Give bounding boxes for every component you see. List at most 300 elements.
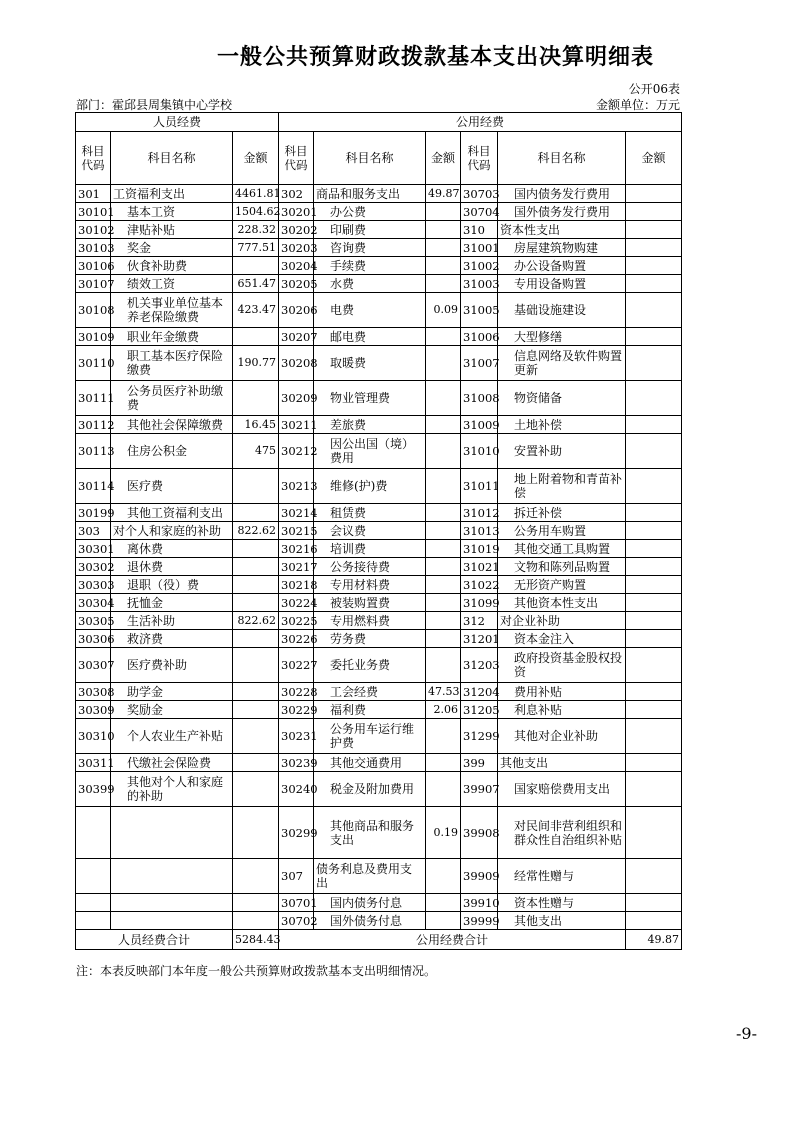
public-code-a-cell: 30213	[279, 469, 314, 504]
personnel-amount-cell	[233, 648, 279, 683]
public-name-a-cell: 国内债务付息	[314, 894, 426, 912]
header-name: 科目名称	[498, 132, 626, 185]
public-name-a-cell: 公务用车运行维护费	[314, 719, 426, 754]
public-name-b-cell: 专用设备购置	[498, 275, 626, 293]
public-name-b-cell: 房屋建筑物购建	[498, 239, 626, 257]
public-code-b-cell: 39907	[461, 772, 498, 807]
personnel-amount-cell: 1504.62	[233, 203, 279, 221]
public-code-a-cell: 30208	[279, 346, 314, 381]
table-row	[76, 221, 682, 239]
personnel-name-cell: 其他社会保障缴费	[111, 416, 233, 434]
personnel-amount-cell: 651.47	[233, 275, 279, 293]
public-name-a-cell: 专用材料费	[314, 576, 426, 594]
public-amount-b-cell	[626, 630, 682, 648]
page-number: -9-	[736, 1024, 757, 1043]
public-amount-b-cell	[626, 754, 682, 772]
personnel-code-cell: 30109	[76, 328, 111, 346]
public-amount-a-cell	[426, 558, 461, 576]
personnel-name-cell: 退职（役）费	[111, 576, 233, 594]
public-amount-b-cell	[626, 434, 682, 469]
public-amount-b-cell	[626, 612, 682, 630]
table-row	[76, 328, 682, 346]
public-code-b-cell: 39999	[461, 912, 498, 930]
public-name-b-cell: 基础设施建设	[498, 293, 626, 328]
public-amount-a-cell	[426, 630, 461, 648]
public-name-b-cell: 利息补贴	[498, 701, 626, 719]
table-row	[76, 257, 682, 275]
public-code-b-cell: 31013	[461, 522, 498, 540]
personnel-amount-cell: 822.62	[233, 522, 279, 540]
public-amount-b-cell	[626, 328, 682, 346]
table-row	[76, 381, 682, 416]
table-row	[76, 540, 682, 558]
table-row	[76, 719, 682, 754]
public-amount-a-cell	[426, 912, 461, 930]
personnel-name-cell: 职业年金缴费	[111, 328, 233, 346]
personnel-code-cell: 30307	[76, 648, 111, 683]
table-row	[76, 612, 682, 630]
public-name-a-cell: 税金及附加费用	[314, 772, 426, 807]
table-row	[76, 594, 682, 612]
personnel-code-cell: 30101	[76, 203, 111, 221]
public-amount-a-cell	[426, 275, 461, 293]
personnel-code-cell: 30399	[76, 772, 111, 807]
public-amount-b-cell	[626, 416, 682, 434]
personnel-code-cell: 30305	[76, 612, 111, 630]
public-name-b-cell: 地上附着物和青苗补偿	[498, 469, 626, 504]
public-code-a-cell: 30224	[279, 594, 314, 612]
public-name-a-cell: 印刷费	[314, 221, 426, 239]
public-code-a-cell: 30217	[279, 558, 314, 576]
public-name-a-cell: 会议费	[314, 522, 426, 540]
personnel-code-cell	[76, 859, 111, 894]
personnel-name-cell: 津贴补贴	[111, 221, 233, 239]
public-name-a-cell: 被装购置费	[314, 594, 426, 612]
public-code-b-cell: 31205	[461, 701, 498, 719]
personnel-name-cell: 个人农业生产补贴	[111, 719, 233, 754]
public-amount-a-cell	[426, 859, 461, 894]
public-code-a-cell: 30228	[279, 683, 314, 701]
public-code-a-cell: 30231	[279, 719, 314, 754]
public-code-b-cell: 31011	[461, 469, 498, 504]
table-row	[76, 504, 682, 522]
personnel-name-cell: 救济费	[111, 630, 233, 648]
public-code-b-cell: 31008	[461, 381, 498, 416]
table-row	[76, 648, 682, 683]
public-name-a-cell: 劳务费	[314, 630, 426, 648]
public-name-b-cell: 经常性赠与	[498, 859, 626, 894]
public-amount-a-cell	[426, 719, 461, 754]
personnel-code-cell: 30304	[76, 594, 111, 612]
personnel-code-cell: 30308	[76, 683, 111, 701]
table-row	[76, 772, 682, 807]
personnel-name-cell: 职工基本医疗保险缴费	[111, 346, 233, 381]
public-code-b-cell: 31003	[461, 275, 498, 293]
public-code-b-cell: 30703	[461, 185, 498, 203]
personnel-amount-cell	[233, 594, 279, 612]
header-amount: 金额	[233, 132, 279, 185]
public-name-b-cell: 其他支出	[498, 754, 626, 772]
public-name-a-cell: 水费	[314, 275, 426, 293]
public-code-b-cell: 31012	[461, 504, 498, 522]
personnel-amount-cell	[233, 381, 279, 416]
public-amount-b-cell	[626, 807, 682, 859]
footnote: 注：本表反映部门本年度一般公共预算财政拨款基本支出明细情况。	[76, 964, 437, 978]
public-name-b-cell: 土地补偿	[498, 416, 626, 434]
header-personnel: 人员经费	[76, 113, 279, 132]
public-amount-a-cell	[426, 648, 461, 683]
public-code-a-cell: 30299	[279, 807, 314, 859]
public-amount-b-cell	[626, 275, 682, 293]
public-amount-b-cell	[626, 469, 682, 504]
personnel-amount-cell	[233, 576, 279, 594]
public-amount-b-cell	[626, 540, 682, 558]
public-code-a-cell: 30227	[279, 648, 314, 683]
personnel-amount-cell: 228.32	[233, 221, 279, 239]
public-code-a-cell: 30201	[279, 203, 314, 221]
public-name-a-cell: 办公费	[314, 203, 426, 221]
public-amount-b-cell	[626, 594, 682, 612]
amount-unit-label: 金额单位：万元	[595, 98, 680, 112]
table-row	[76, 701, 682, 719]
public-amount-a-cell	[426, 381, 461, 416]
personnel-name-cell: 离休费	[111, 540, 233, 558]
public-name-a-cell: 培训费	[314, 540, 426, 558]
public-amount-b-cell	[626, 504, 682, 522]
public-name-a-cell: 维修(护)费	[314, 469, 426, 504]
personnel-code-cell: 30311	[76, 754, 111, 772]
public-amount-b-cell	[626, 719, 682, 754]
personnel-code-cell	[76, 912, 111, 930]
public-total-label: 公用经费合计	[279, 930, 626, 950]
personnel-amount-cell	[233, 894, 279, 912]
personnel-name-cell: 基本工资	[111, 203, 233, 221]
public-amount-a-cell	[426, 754, 461, 772]
public-code-a-cell: 307	[279, 859, 314, 894]
public-code-a-cell: 30205	[279, 275, 314, 293]
public-name-a-cell: 物业管理费	[314, 381, 426, 416]
table-row	[76, 754, 682, 772]
page-title: 一般公共预算财政拨款基本支出决算明细表	[216, 45, 654, 70]
personnel-amount-cell	[233, 912, 279, 930]
personnel-amount-cell	[233, 859, 279, 894]
public-amount-b-cell	[626, 221, 682, 239]
personnel-code-cell: 30199	[76, 504, 111, 522]
personnel-amount-cell: 777.51	[233, 239, 279, 257]
public-code-a-cell: 30225	[279, 612, 314, 630]
header-public: 公用经费	[279, 113, 682, 132]
personnel-code-cell: 30110	[76, 346, 111, 381]
public-code-b-cell: 31204	[461, 683, 498, 701]
personnel-amount-cell: 423.47	[233, 293, 279, 328]
personnel-amount-cell	[233, 754, 279, 772]
public-name-b-cell: 国内债务发行费用	[498, 185, 626, 203]
table-row	[76, 912, 682, 930]
public-code-a-cell: 30202	[279, 221, 314, 239]
personnel-amount-cell	[233, 558, 279, 576]
public-amount-a-cell	[426, 469, 461, 504]
public-code-b-cell: 399	[461, 754, 498, 772]
public-amount-b-cell	[626, 859, 682, 894]
public-amount-a-cell	[426, 576, 461, 594]
personnel-code-cell: 30303	[76, 576, 111, 594]
public-name-a-cell: 商品和服务支出	[314, 185, 426, 203]
personnel-name-cell: 医疗费	[111, 469, 233, 504]
public-code-b-cell: 31002	[461, 257, 498, 275]
personnel-name-cell: 退休费	[111, 558, 233, 576]
personnel-amount-cell: 475	[233, 434, 279, 469]
personnel-name-cell: 其他工资福利支出	[111, 504, 233, 522]
header-code: 科目代码	[279, 132, 314, 185]
personnel-amount-cell	[233, 630, 279, 648]
department-label: 部门：霍邱县周集镇中心学校	[76, 98, 233, 112]
public-name-a-cell: 取暖费	[314, 346, 426, 381]
public-amount-a-cell	[426, 416, 461, 434]
table-row	[76, 469, 682, 504]
public-code-a-cell: 30211	[279, 416, 314, 434]
personnel-name-cell: 绩效工资	[111, 275, 233, 293]
personnel-code-cell: 30106	[76, 257, 111, 275]
personnel-code-cell: 30301	[76, 540, 111, 558]
public-code-b-cell: 39910	[461, 894, 498, 912]
public-amount-b-cell	[626, 558, 682, 576]
personnel-code-cell: 30107	[76, 275, 111, 293]
public-code-b-cell: 31005	[461, 293, 498, 328]
table-row	[76, 239, 682, 257]
public-amount-b-cell	[626, 772, 682, 807]
public-code-b-cell: 310	[461, 221, 498, 239]
public-name-a-cell: 咨询费	[314, 239, 426, 257]
personnel-code-cell: 301	[76, 185, 111, 203]
public-name-b-cell: 资本性支出	[498, 221, 626, 239]
form-number: 公开06表	[628, 82, 680, 96]
public-code-b-cell: 31007	[461, 346, 498, 381]
header-code: 科目代码	[76, 132, 111, 185]
public-name-a-cell: 其他交通费用	[314, 754, 426, 772]
public-name-b-cell: 政府投资基金股权投资	[498, 648, 626, 683]
table-row	[76, 346, 682, 381]
public-name-b-cell: 费用补贴	[498, 683, 626, 701]
public-code-b-cell: 31099	[461, 594, 498, 612]
public-amount-a-cell	[426, 239, 461, 257]
public-name-a-cell: 债务利息及费用支出	[314, 859, 426, 894]
personnel-name-cell: 生活补助	[111, 612, 233, 630]
public-amount-a-cell	[426, 612, 461, 630]
public-code-a-cell: 30229	[279, 701, 314, 719]
table-row	[76, 859, 682, 894]
personnel-code-cell: 30103	[76, 239, 111, 257]
header-amount: 金额	[426, 132, 461, 185]
public-amount-b-cell	[626, 894, 682, 912]
personnel-name-cell: 奖励金	[111, 701, 233, 719]
public-name-b-cell: 无形资产购置	[498, 576, 626, 594]
public-name-a-cell: 委托业务费	[314, 648, 426, 683]
personnel-code-cell: 30309	[76, 701, 111, 719]
public-code-a-cell: 30216	[279, 540, 314, 558]
public-code-a-cell: 30204	[279, 257, 314, 275]
public-code-a-cell: 30218	[279, 576, 314, 594]
public-code-b-cell: 31009	[461, 416, 498, 434]
public-code-b-cell: 31021	[461, 558, 498, 576]
personnel-amount-cell	[233, 504, 279, 522]
public-code-a-cell: 30215	[279, 522, 314, 540]
personnel-code-cell: 30302	[76, 558, 111, 576]
public-total-value: 49.87	[626, 930, 682, 950]
public-name-a-cell: 专用燃料费	[314, 612, 426, 630]
public-amount-a-cell	[426, 203, 461, 221]
personnel-amount-cell	[233, 701, 279, 719]
public-name-b-cell: 拆迁补偿	[498, 504, 626, 522]
public-name-a-cell: 邮电费	[314, 328, 426, 346]
public-name-b-cell: 大型修缮	[498, 328, 626, 346]
personnel-code-cell: 30108	[76, 293, 111, 328]
public-name-b-cell: 其他对企业补助	[498, 719, 626, 754]
personnel-name-cell: 其他对个人和家庭的补助	[111, 772, 233, 807]
public-amount-b-cell	[626, 912, 682, 930]
public-code-a-cell: 30240	[279, 772, 314, 807]
public-amount-a-cell: 2.06	[426, 701, 461, 719]
personnel-name-cell	[111, 859, 233, 894]
personnel-amount-cell	[233, 807, 279, 859]
public-name-a-cell: 国外债务付息	[314, 912, 426, 930]
public-code-a-cell: 30226	[279, 630, 314, 648]
personnel-amount-cell	[233, 469, 279, 504]
public-name-b-cell: 国外债务发行费用	[498, 203, 626, 221]
personnel-code-cell: 30113	[76, 434, 111, 469]
personnel-total-label: 人员经费合计	[76, 930, 233, 950]
header-name: 科目名称	[314, 132, 426, 185]
public-name-b-cell: 其他交通工具购置	[498, 540, 626, 558]
public-amount-a-cell	[426, 434, 461, 469]
public-code-a-cell: 30214	[279, 504, 314, 522]
table-row	[76, 293, 682, 328]
header-amount: 金额	[626, 132, 682, 185]
table-row	[76, 203, 682, 221]
public-name-a-cell: 工会经费	[314, 683, 426, 701]
public-amount-b-cell	[626, 239, 682, 257]
public-name-b-cell: 文物和陈列品购置	[498, 558, 626, 576]
public-amount-b-cell	[626, 381, 682, 416]
public-amount-b-cell	[626, 346, 682, 381]
public-code-b-cell: 31022	[461, 576, 498, 594]
public-amount-a-cell	[426, 522, 461, 540]
table-row	[76, 576, 682, 594]
public-name-a-cell: 福利费	[314, 701, 426, 719]
public-name-b-cell: 物资储备	[498, 381, 626, 416]
public-name-a-cell: 租赁费	[314, 504, 426, 522]
public-amount-a-cell	[426, 257, 461, 275]
personnel-code-cell	[76, 894, 111, 912]
personnel-code-cell	[76, 807, 111, 859]
public-code-b-cell: 31201	[461, 630, 498, 648]
personnel-amount-cell: 16.45	[233, 416, 279, 434]
public-amount-b-cell	[626, 683, 682, 701]
public-code-a-cell: 302	[279, 185, 314, 203]
public-amount-a-cell	[426, 328, 461, 346]
personnel-name-cell: 医疗费补助	[111, 648, 233, 683]
personnel-name-cell: 对个人和家庭的补助	[111, 522, 233, 540]
public-name-b-cell: 国家赔偿费用支出	[498, 772, 626, 807]
public-amount-b-cell	[626, 576, 682, 594]
public-amount-b-cell	[626, 293, 682, 328]
public-code-b-cell: 312	[461, 612, 498, 630]
public-amount-a-cell: 47.53	[426, 683, 461, 701]
public-amount-a-cell	[426, 540, 461, 558]
public-name-b-cell: 信息网络及软件购置更新	[498, 346, 626, 381]
public-code-b-cell: 31299	[461, 719, 498, 754]
public-code-b-cell: 31010	[461, 434, 498, 469]
public-code-a-cell: 30212	[279, 434, 314, 469]
public-code-b-cell: 31203	[461, 648, 498, 683]
public-amount-a-cell	[426, 221, 461, 239]
personnel-total-value: 5284.43	[233, 930, 279, 950]
public-amount-a-cell	[426, 894, 461, 912]
header-code: 科目代码	[461, 132, 498, 185]
public-code-a-cell: 30207	[279, 328, 314, 346]
public-amount-a-cell	[426, 504, 461, 522]
table-row	[76, 630, 682, 648]
public-code-b-cell: 31001	[461, 239, 498, 257]
public-name-a-cell: 其他商品和服务支出	[314, 807, 426, 859]
public-name-b-cell: 对民间非营利组织和群众性自治组织补贴	[498, 807, 626, 859]
header-name: 科目名称	[111, 132, 233, 185]
table-row	[76, 434, 682, 469]
public-name-b-cell: 对企业补助	[498, 612, 626, 630]
personnel-code-cell: 30111	[76, 381, 111, 416]
table-row	[76, 522, 682, 540]
public-amount-b-cell	[626, 257, 682, 275]
public-code-b-cell: 31019	[461, 540, 498, 558]
table-row	[76, 416, 682, 434]
personnel-code-cell: 303	[76, 522, 111, 540]
personnel-name-cell: 代缴社会保险费	[111, 754, 233, 772]
public-amount-b-cell	[626, 648, 682, 683]
personnel-amount-cell	[233, 719, 279, 754]
public-amount-b-cell	[626, 203, 682, 221]
personnel-code-cell: 30112	[76, 416, 111, 434]
table-row	[76, 807, 682, 859]
public-code-a-cell: 30203	[279, 239, 314, 257]
public-name-a-cell: 手续费	[314, 257, 426, 275]
public-name-b-cell: 资本金注入	[498, 630, 626, 648]
public-amount-b-cell	[626, 185, 682, 203]
personnel-amount-cell: 190.77	[233, 346, 279, 381]
personnel-name-cell: 住房公积金	[111, 434, 233, 469]
personnel-code-cell: 30102	[76, 221, 111, 239]
public-code-a-cell: 30206	[279, 293, 314, 328]
personnel-name-cell: 工资福利支出	[111, 185, 233, 203]
public-code-a-cell: 30239	[279, 754, 314, 772]
public-code-b-cell: 39908	[461, 807, 498, 859]
public-name-a-cell: 电费	[314, 293, 426, 328]
public-amount-a-cell: 0.09	[426, 293, 461, 328]
personnel-name-cell: 助学金	[111, 683, 233, 701]
public-name-b-cell: 资本性赠与	[498, 894, 626, 912]
public-code-a-cell: 30701	[279, 894, 314, 912]
public-name-b-cell: 公务用车购置	[498, 522, 626, 540]
public-amount-b-cell	[626, 701, 682, 719]
personnel-name-cell: 机关事业单位基本养老保险缴费	[111, 293, 233, 328]
personnel-code-cell: 30114	[76, 469, 111, 504]
public-amount-a-cell	[426, 594, 461, 612]
personnel-amount-cell	[233, 772, 279, 807]
public-name-a-cell: 因公出国（境）费用	[314, 434, 426, 469]
public-code-a-cell: 30702	[279, 912, 314, 930]
personnel-name-cell	[111, 894, 233, 912]
personnel-name-cell: 奖金	[111, 239, 233, 257]
public-amount-a-cell: 0.19	[426, 807, 461, 859]
table-row	[76, 558, 682, 576]
